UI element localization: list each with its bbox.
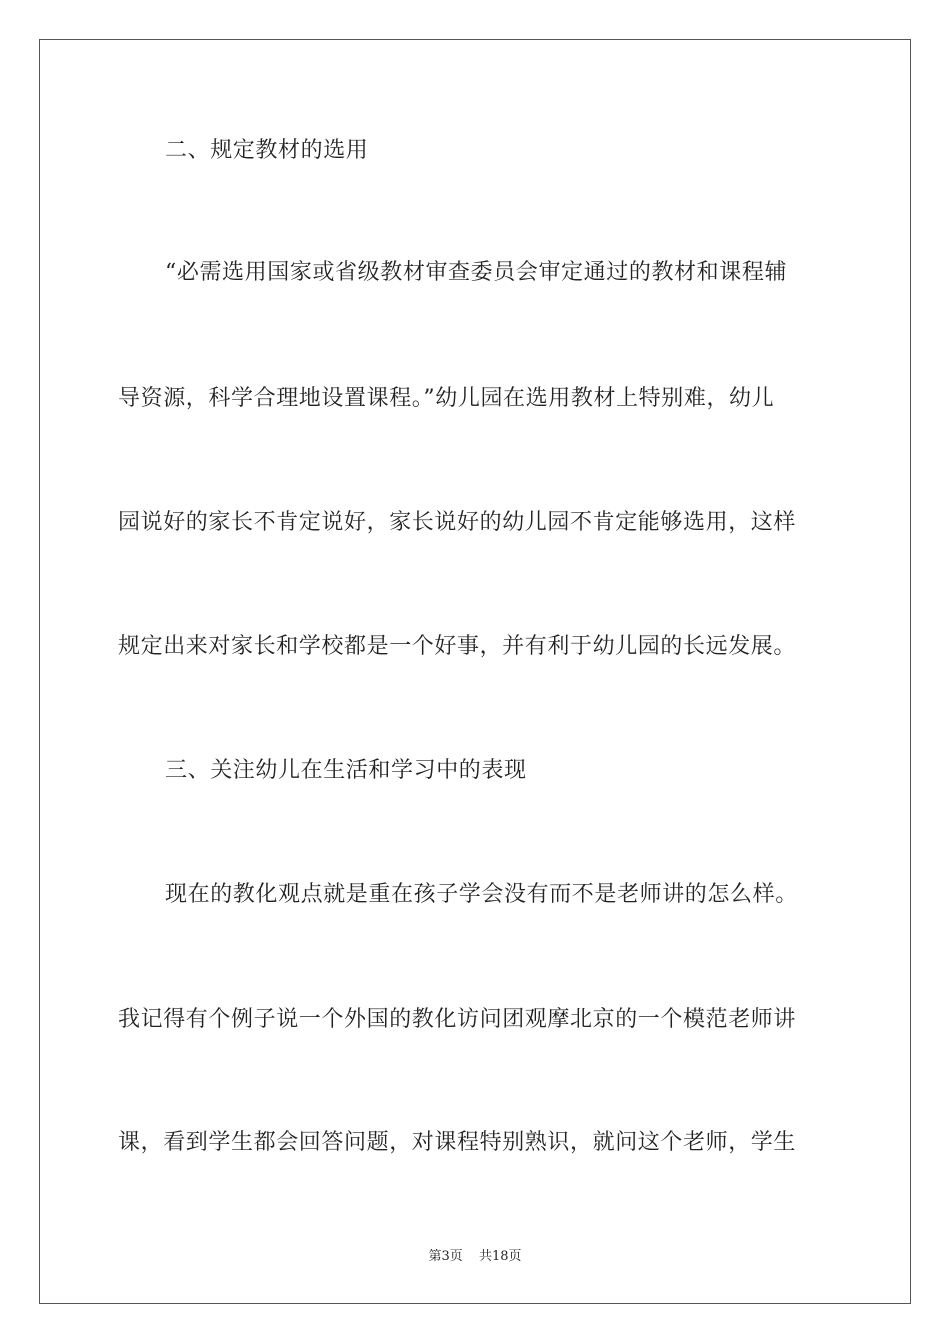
page-footer — [0, 1248, 950, 1266]
body-text-line: 我记得有个例子说一个外国的教化访问团观摩北京的一个模范老师讲 — [118, 1007, 797, 1032]
body-text-line: 课，看到学生都会回答问题，对课程特别熟识，就问这个老师，学生 — [118, 1130, 797, 1155]
body-text-line: 导资源，科学合理地设置课程。”幼儿园在选用教材上特别难，幼儿 — [118, 386, 775, 411]
page-total: 共18页 — [478, 1249, 522, 1264]
page-border — [39, 39, 911, 1304]
body-text-line: 现在的教化观点就是重在孩子学会没有而不是老师讲的怎么样。 — [165, 882, 798, 907]
page-number: 第3页 — [428, 1249, 463, 1264]
section-heading-3: 三、关注幼儿在生活和学习中的表现 — [165, 758, 527, 783]
section-heading-2: 二、规定教材的选用 — [165, 138, 369, 163]
body-text-line: 规定出来对家长和学校都是一个好事，并有利于幼儿园的长远发展。 — [118, 634, 797, 659]
body-text-line: “必需选用国家或省级教材审查委员会审定通过的教材和课程辅 — [165, 260, 788, 285]
body-text-line: 园说好的家长不肯定说好，家长说好的幼儿园不肯定能够选用，这样 — [118, 510, 797, 535]
